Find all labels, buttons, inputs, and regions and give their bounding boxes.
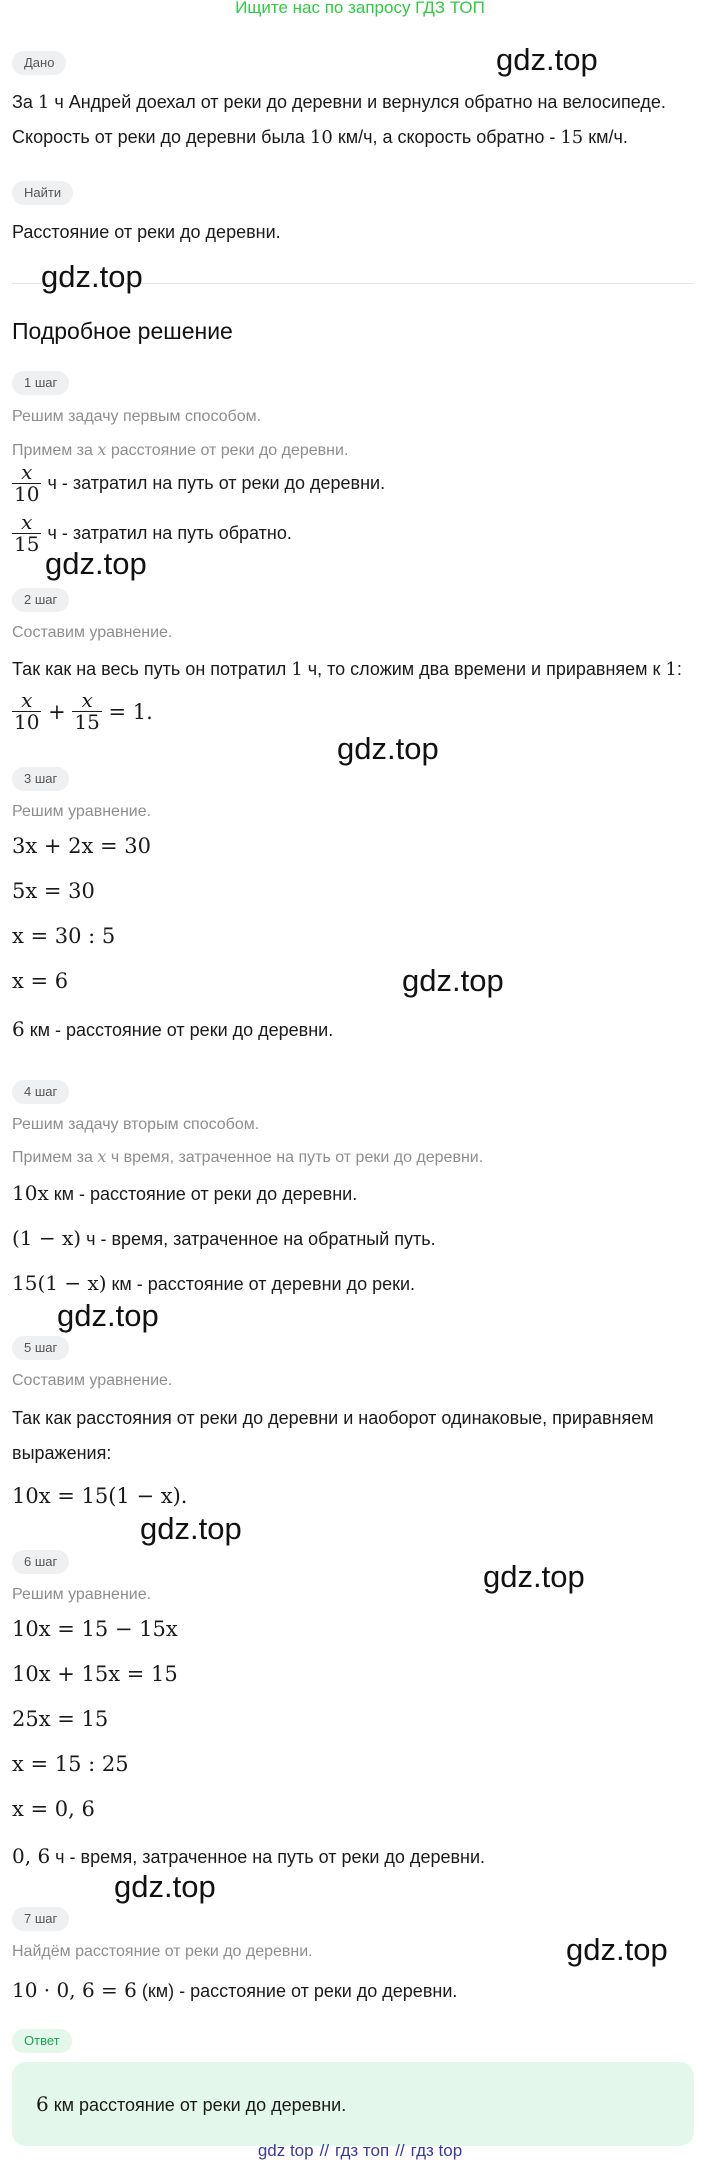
footer-link-gdz-top[interactable]: gdz top <box>257 2141 314 2160</box>
step-6-eq-2: 10x + 15x = 15 <box>12 1662 178 1686</box>
step-2-line-1: Составим уравнение. <box>12 624 173 641</box>
step-4-row-3: 15(1 − x) км - расстояние от деревни до реки. <box>12 1271 416 1295</box>
step-4-line-2: Примем за x ч время, затраченное на путь от реки до деревни. <box>12 1147 484 1166</box>
watermark: gdz.top <box>45 546 147 581</box>
find-badge: Найти <box>12 181 73 205</box>
step-3-result: 6 км - расстояние от реки до деревни. <box>12 1017 334 1041</box>
watermark: gdz.top <box>402 963 504 998</box>
step-2-line-2: Так как на весь путь он потратил 1 ч, то сложим два времени и приравняем к 1: <box>12 659 682 680</box>
step-6-eq-4: x = 15 : 25 <box>12 1752 129 1776</box>
step-6-eq-1: 10x = 15 − 15x <box>12 1617 178 1641</box>
footer-link-gdz-top-ru[interactable]: гдз топ <box>335 2141 390 2160</box>
step-6-badge: 6 шаг <box>12 1550 69 1574</box>
step-6-eq-3: 25x = 15 <box>12 1707 109 1731</box>
watermark: gdz.top <box>41 259 143 294</box>
step-5-line-1: Составим уравнение. <box>12 1372 173 1389</box>
watermark: gdz.top <box>337 731 439 766</box>
step-1-fraction-1: $\frac{x}{10}$ ч - затратил на путь от реки до деревни. <box>14 460 386 506</box>
step-6-eq-5: x = 0, 6 <box>12 1797 95 1821</box>
step-5-equation: 10x = 15(1 − x). <box>12 1484 188 1508</box>
answer-badge: Ответ <box>12 2029 72 2053</box>
step-6-result: 0, 6 ч - время, затраченное на путь от реки до деревни. <box>12 1844 486 1868</box>
given-line-2: Скорость от реки до деревни была 10 км/ч, а скорость обратно - 15 км/ч. <box>12 127 628 148</box>
step-5-badge: 5 шаг <box>12 1336 69 1360</box>
watermark: gdz.top <box>483 1559 585 1594</box>
step-7-result: 10 · 0, 6 = 6 (км) - расстояние от реки до деревни. <box>12 1978 458 2002</box>
step-3-line-1: Решим уравнение. <box>12 803 152 820</box>
watermark: gdz.top <box>57 1298 159 1333</box>
step-4-badge: 4 шаг <box>12 1080 69 1104</box>
step-5-line-3: выражения: <box>12 1443 112 1463</box>
step-1-line-2: Примем за x расстояние от реки до деревни. <box>12 440 349 459</box>
answer-box <box>12 2062 694 2146</box>
watermark: gdz.top <box>114 1869 216 1904</box>
step-3-badge: 3 шаг <box>12 767 69 791</box>
step-4-row-2: (1 − x) ч - время, затраченное на обратный путь. <box>12 1226 436 1250</box>
step-2-badge: 2 шаг <box>12 588 69 612</box>
given-badge: Дано <box>12 51 66 75</box>
step-4-line-1: Решим задачу вторым способом. <box>12 1116 260 1133</box>
step-1-line-1: Решим задачу первым способом. <box>12 408 262 425</box>
given-line-1: За 1 ч Андрей доехал от реки до деревни и вернулся обратно на велосипеде. <box>12 92 666 113</box>
step-3-eq-4: x = 6 <box>12 969 69 993</box>
answer-text: 6 км расстояние от реки до деревни. <box>36 2092 347 2116</box>
fraction-x-over-10: $\frac{x}{10}$ <box>14 460 40 506</box>
watermark: gdz.top <box>566 1932 668 1967</box>
solution-title: Подробное решение <box>12 318 233 344</box>
step-7-line-1: Найдём расстояние от реки до деревни. <box>12 1943 313 1960</box>
step-6-line-1: Решим уравнение. <box>12 1586 152 1603</box>
find-text: Расстояние от реки до деревни. <box>12 222 281 242</box>
step-7-badge: 7 шаг <box>12 1907 69 1931</box>
step-1-badge: 1 шаг <box>12 371 69 395</box>
step-3-eq-3: x = 30 : 5 <box>12 924 116 948</box>
top-banner[interactable]: Ищите нас по запросу ГДЗ ТОП <box>235 0 485 17</box>
step-3-eq-1: 3x + 2x = 30 <box>12 834 152 858</box>
step-3-eq-2: 5x = 30 <box>12 879 95 903</box>
step-1-fraction-2: $\frac{x}{15}$ ч - затратил на путь обратно. <box>14 510 292 556</box>
step-5-line-2: Так как расстояния от реки до деревни и наоборот одинаковые, приравняем <box>12 1408 654 1428</box>
step-4-row-1: 10x км - расстояние от реки до деревни. <box>12 1181 358 1205</box>
watermark: gdz.top <box>140 1511 242 1546</box>
fraction-x-over-15: $\frac{x}{15}$ <box>14 510 40 556</box>
footer-links: gdz top // гдз топ // гдз top <box>257 2141 463 2160</box>
step-2-equation: $\frac{x}{10}$ + $\frac{x}{15}$ = 1. <box>14 688 153 734</box>
watermark: gdz.top <box>496 42 598 77</box>
footer-link-gdz-top-mixed[interactable]: гдз top <box>410 2141 463 2160</box>
